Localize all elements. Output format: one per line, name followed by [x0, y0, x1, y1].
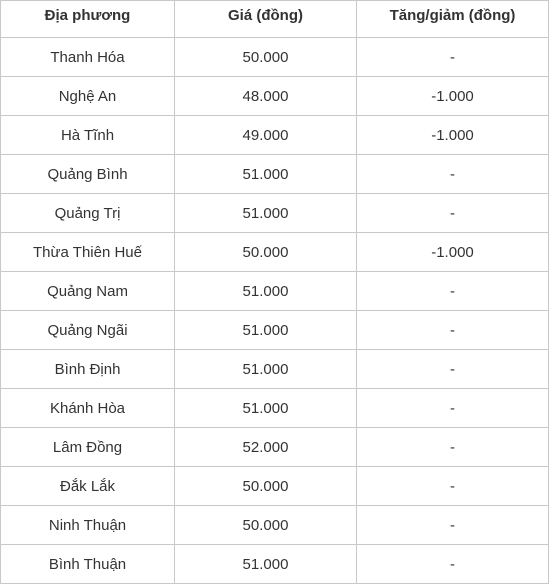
- cell-change: -: [357, 545, 549, 584]
- cell-price: 49.000: [175, 116, 357, 155]
- table-row: [1, 506, 549, 545]
- cell-change: -: [357, 194, 549, 233]
- cell-change: -1.000: [357, 116, 549, 155]
- header-locality: Địa phương: [1, 1, 175, 38]
- table-row: [1, 77, 549, 116]
- cell-change: -: [357, 506, 549, 545]
- table-row: [1, 467, 549, 506]
- cell-price: 51.000: [175, 155, 357, 194]
- header-change: Tăng/giảm (đồng): [357, 1, 549, 38]
- cell-change: -1.000: [357, 233, 549, 272]
- cell-price: 51.000: [175, 272, 357, 311]
- cell-price: 51.000: [175, 311, 357, 350]
- table-header-row: [1, 1, 549, 38]
- cell-locality: Lâm Đồng: [1, 428, 175, 467]
- table-row: [1, 155, 549, 194]
- cell-locality: Khánh Hòa: [1, 389, 175, 428]
- cell-change: -: [357, 38, 549, 77]
- cell-locality: Hà Tĩnh: [1, 116, 175, 155]
- cell-price: 51.000: [175, 350, 357, 389]
- table-row: [1, 389, 549, 428]
- cell-price: 52.000: [175, 428, 357, 467]
- cell-price: 48.000: [175, 77, 357, 116]
- table-row: [1, 38, 549, 77]
- cell-change: -: [357, 155, 549, 194]
- table-row: [1, 545, 549, 584]
- table-row: [1, 311, 549, 350]
- cell-locality: Quảng Ngãi: [1, 311, 175, 350]
- cell-change: -: [357, 272, 549, 311]
- cell-change: -: [357, 350, 549, 389]
- header-price: Giá (đồng): [175, 1, 357, 38]
- cell-change: -: [357, 467, 549, 506]
- cell-change: -1.000: [357, 77, 549, 116]
- cell-price: 51.000: [175, 389, 357, 428]
- table-row: [1, 116, 549, 155]
- cell-price: 50.000: [175, 233, 357, 272]
- cell-price: 51.000: [175, 545, 357, 584]
- table-row: [1, 428, 549, 467]
- cell-price: 50.000: [175, 38, 357, 77]
- cell-price: 50.000: [175, 506, 357, 545]
- cell-locality: Quảng Bình: [1, 155, 175, 194]
- cell-locality: Bình Thuận: [1, 545, 175, 584]
- cell-price: 51.000: [175, 194, 357, 233]
- cell-locality: Nghệ An: [1, 77, 175, 116]
- table-row: [1, 233, 549, 272]
- cell-locality: Bình Định: [1, 350, 175, 389]
- cell-change: -: [357, 389, 549, 428]
- cell-locality: Thừa Thiên Huế: [1, 233, 175, 272]
- cell-locality: Đắk Lắk: [1, 467, 175, 506]
- cell-change: -: [357, 311, 549, 350]
- cell-price: 50.000: [175, 467, 357, 506]
- cell-locality: Thanh Hóa: [1, 38, 175, 77]
- cell-locality: Ninh Thuận: [1, 506, 175, 545]
- cell-locality: Quảng Trị: [1, 194, 175, 233]
- table-row: [1, 194, 549, 233]
- table-row: [1, 350, 549, 389]
- cell-locality: Quảng Nam: [1, 272, 175, 311]
- cell-change: -: [357, 428, 549, 467]
- table-row: [1, 272, 549, 311]
